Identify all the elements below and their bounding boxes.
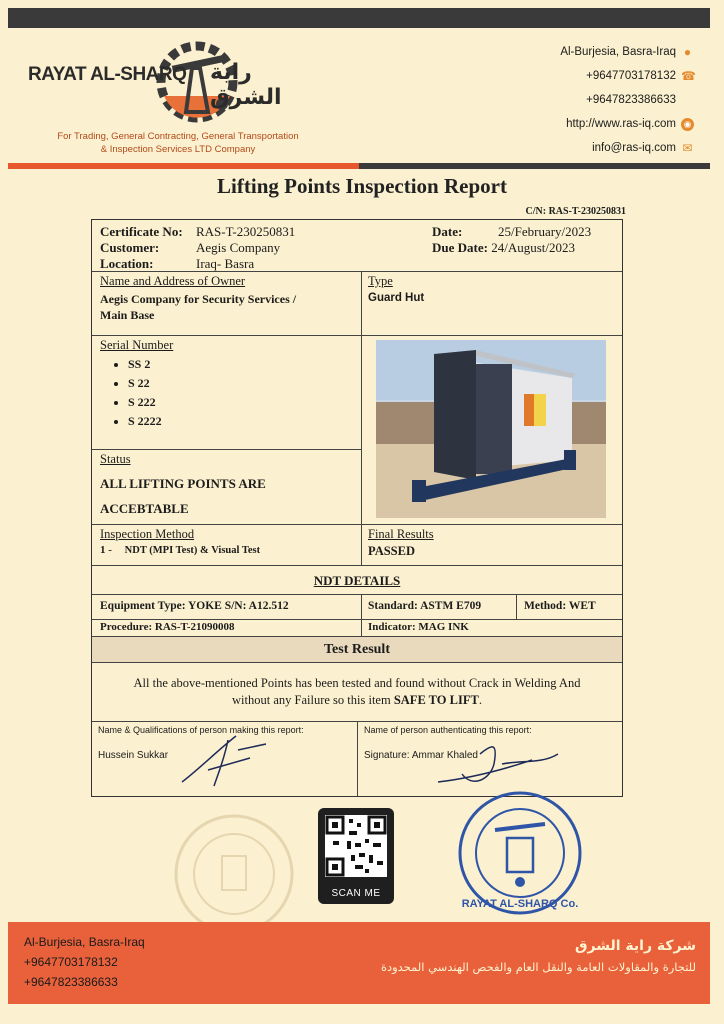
list-item: • S 222 [128,395,355,414]
status-label: Status [100,452,131,466]
phone-2-text: +9647823386633 [586,94,676,106]
ndt-row-1 [92,595,622,620]
divider [361,336,362,525]
owner-value-line-1: Aegis Company for Security Services / [100,292,297,306]
equipment-type: Equipment Type: YOKE S/N: A12.512 [100,600,289,612]
indicator: Indicator: MAG INK [368,621,469,633]
test-result-row [92,663,622,722]
final-value: PASSED [368,544,416,558]
footer-company-arabic: شركة راية الشرق [575,938,696,954]
method-wet: Method: WET [524,600,596,612]
certificate-value: RAS-T-230250831 [196,224,296,239]
authenticator-signature [432,734,562,794]
guard-hut-image [376,340,606,518]
test-result-period: . [478,693,482,707]
faint-stamp-seal [172,812,296,936]
type-label: Type [368,274,393,288]
serial-label: Serial Number [100,338,174,352]
location-label: Location: [100,256,154,271]
brand-name-english: RAYAT AL-SHARQ [28,64,187,85]
owner-cell [100,274,360,323]
address-text: Al-Burjesia, Basra-Iraq [560,46,676,58]
qr-pattern [325,815,387,877]
footer-contact [24,932,145,992]
due-date-label: Due Date: [432,240,488,255]
contact-phone-1 [474,64,694,88]
location-value: Iraq- Basra [196,256,255,271]
standard: Standard: ASTM E709 [368,600,482,612]
tagline-line-2: & Inspection Services LTD Company [100,144,256,155]
type-value: Guard Hut [368,292,425,304]
date-value: 25/February/2023 [498,224,592,239]
divider [516,595,517,620]
test-result-title-row [92,637,622,663]
tagline-line-1: For Trading, General Contracting, General Transportation [57,131,299,142]
test-result-line-2-text: without any Failure so this item [232,693,394,707]
owner-label: Name and Address of Owner [100,274,246,288]
top-bar [8,8,710,28]
method-value [100,544,260,556]
ndt-title: NDT DETAILS [313,573,401,588]
website-link[interactable]: http://www.ras-iq.com [566,118,676,130]
info-right [432,224,591,256]
method-number: 1 - [100,544,112,556]
qr-scan-label: SCAN ME [331,888,381,899]
inspector-signature [178,730,278,790]
method-label: Inspection Method [100,527,195,541]
customer-label: Customer: [100,240,160,255]
stamp-text: RAYAT AL-SHARQ Co. [461,898,579,910]
company-tagline [28,130,328,156]
globe-icon: ◉ [681,118,694,131]
status-line-1: ALL LIFTING POINTS ARE [100,476,266,491]
status-line-2: ACCEBTABLE [100,501,189,516]
footer [8,922,710,1004]
final-cell [368,527,434,559]
owner-value [100,291,360,323]
due-date-value: 24/August/2023 [491,240,576,255]
procedure: Procedure: RAS-T-21090008 [100,621,235,633]
ndt-title-row [92,566,622,595]
test-result-line-2 [92,692,622,709]
qr-code[interactable] [318,808,394,904]
test-result-title: Test Result [324,642,390,657]
safe-to-lift-text: SAFE TO LIFT [393,693,479,707]
method-text: NDT (MPI Test) & Visual Test [124,545,261,556]
final-label: Final Results [368,527,434,541]
ndt-row-2 [92,620,622,637]
header-separator [8,163,710,169]
footer-arabic [381,938,696,974]
control-number: C/N: RAS-T-230250831 [525,206,626,217]
location-pin-icon: ● [683,44,692,59]
contact-address [474,40,694,64]
info-row [92,220,622,272]
authenticator-name: Signature: Ammar Khaled [364,750,478,761]
phone-icon: ☎ [681,68,696,83]
company-logo [24,34,324,154]
test-result-line-1: All the above-mentioned Points has been tested and found without Crack in Welding And [133,676,581,690]
test-result-text [92,675,622,709]
email-link[interactable]: info@ras-iq.com [592,142,676,154]
certificate-label: Certificate No: [100,224,183,239]
divider [361,525,362,566]
contact-email [474,136,694,160]
owner-row [92,272,622,336]
footer-phone-2: +9647823386633 [24,975,118,989]
customer-value: Aegis Company [196,240,281,255]
phone-1-text: +9647703178132 [586,70,676,82]
owner-value-line-2: Main Base [100,308,155,322]
report-table [91,219,623,797]
divider [361,272,362,336]
info-left [100,224,295,272]
brand-name-arabic: راية الشرق [210,60,282,110]
contact-block [474,40,694,160]
list-item: • S 2222 [128,414,355,433]
inspector-label: Name & Qualifications of person making this report: [98,725,304,735]
list-item: • SS 2 [128,357,355,376]
qr-icon [325,815,387,877]
divider [357,722,358,796]
method-row [92,525,622,566]
footer-description-arabic: للتجارة والمقاولات العامة والنقل العام والفحص الهندسي المحدودة [380,960,696,974]
list-item: • S 22 [128,376,355,395]
report-title: Lifting Points Inspection Report [217,174,507,198]
date-label: Date: [432,224,463,239]
footer-phone-1: +9647703178132 [24,955,118,969]
footer-address: Al-Burjesia, Basra-Iraq [24,935,145,949]
mail-icon: ✉ [682,140,693,155]
method-cell [100,527,260,556]
contact-phone-2 [474,88,694,112]
company-stamp-seal [455,786,585,920]
inspector-name: Hussein Sukkar [98,750,169,761]
contact-website [474,112,694,136]
type-cell [368,274,424,304]
authenticator-label: Name of person authenticating this report: [364,725,532,735]
guard-hut-photo [376,340,606,518]
